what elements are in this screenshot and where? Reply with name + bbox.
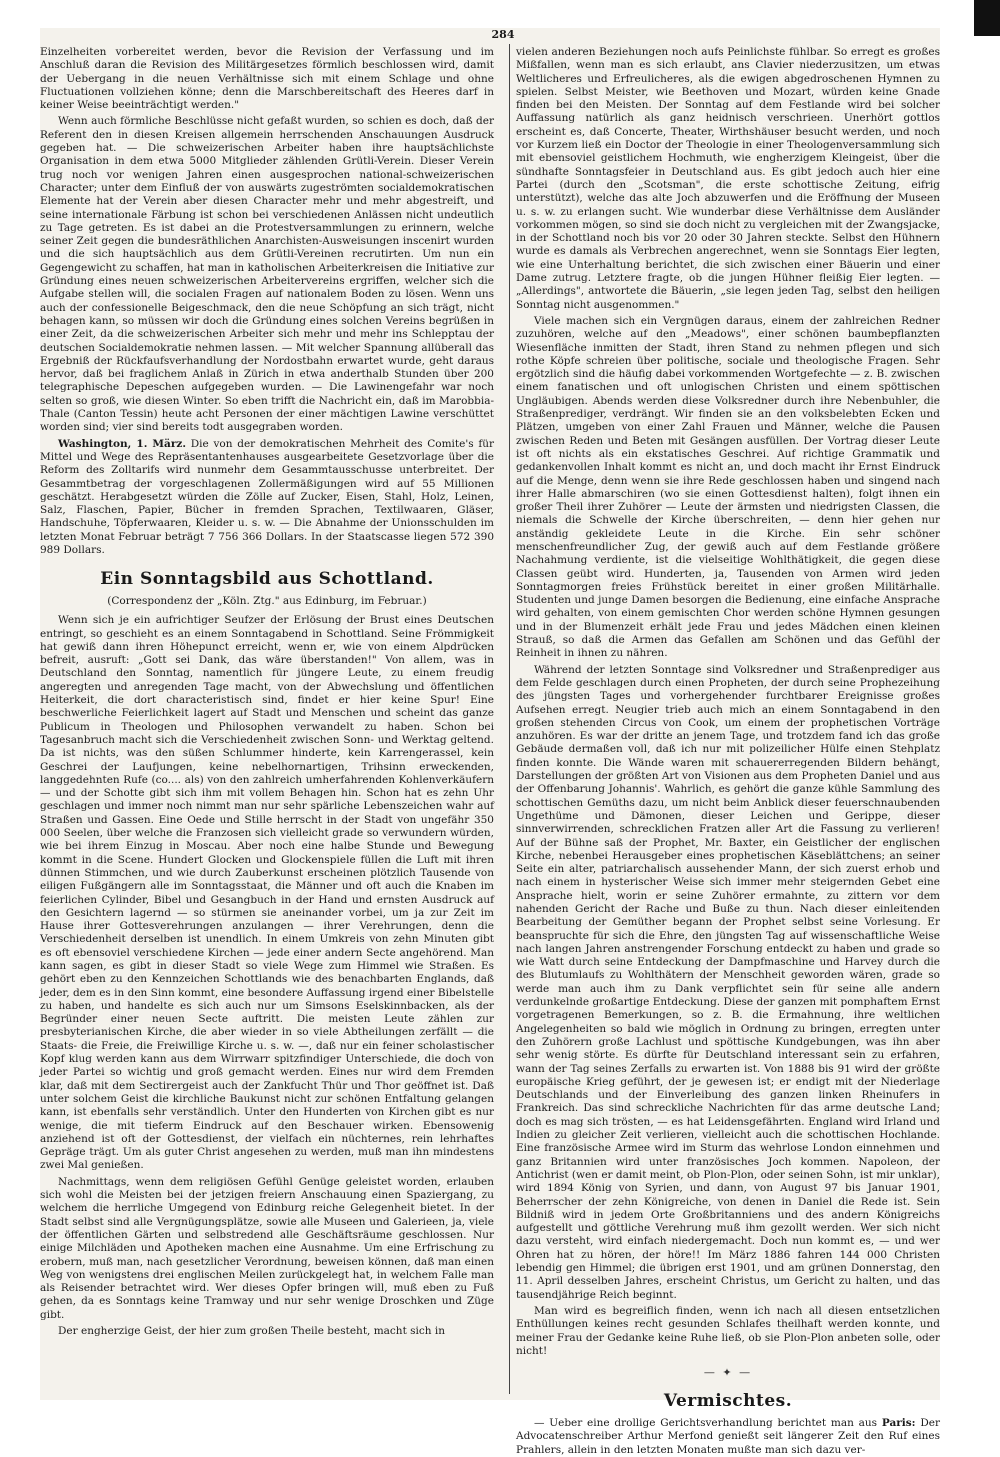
misc-lead: — Ueber eine drollige Gerichtsverhandlung berichtet man aus [534, 1417, 878, 1430]
misc-paragraph [516, 1417, 940, 1457]
washington-dateline: Washington, 1. März. [58, 437, 186, 450]
feature-paragraph-1: Wenn sich je ein aufrichtiger Seufzer der Erlösung der Brust eines Deutschen entringt, so geschieht es an einem Sonntagabend in Schottland. Seine Frömmigkeit hat gewiß dann ihren Höhepunct erreicht, wenn er, wie von einem Alpdrücken befreit, ausruft: „Gott sei Dank, das wäre überstanden!" Von allem, was in Deutschland den Sonntag, namentlich für jüngere Leute, zu einem freudig angeregten und anregenden Tage macht, von der Abwechslung und öffentlichen Heiterkeit, die dort characteristisch sind, findet er hier keine Spur! Eine beschwerliche Feierlichkeit lagert auf Stadt und Menschen und scheint das ganze Publicum in Theologen und Philosophen verwandelt zu haben. Schon bei Tagesanbruch macht sich die Verschiedenheit zwischen Sonn- und Werktag geltend. Da ist nichts, was den süßen Schlummer hinderte, kein Karrengerassel, kein Geschrei der Laufjungen, keine nebelhornartigen, Trihsinn erweckenden, langgedehnten Rufe (co.... als) von den zahlreich umherfahrenden Kohlenverkäufern — und der Schotte gibt sich ihm mit vollem Behagen hin. Schon hat es zehn Uhr geschlagen und immer noch nimmt man nur sehr spärliche Lebenszeichen wahr auf Straßen und Gassen. Eine Oede und Stille herrscht in der Stadt von ungefähr 350 000 Seelen, über welche die Franzosen sich vielleicht grade so verwundern würden, wie bei ihrem Einzug in Moscau. Aber noch eine halbe Stunde und Bewegung kommt in die Scene. Hundert Glocken und Glockenspiele füllen die Luft mit ihren dünnen Stimmchen, und wie durch Zauberkunst erscheinen plötzlich Tausende von eiligen Fußgängern alle im Sonntagsstaat, die Männer und oft auch die Knaben im feierlichen Cylinder, Bibel und Gesangbuch in der Hand und ernsten Ausdruck auf den Gesichtern lagernd — so stürmen sie aneinander vorbei, um ja zur Zeit im Hause ihrer Gottesverehrungen anzulangen — ihrer Verehrungen, denn die Verschiedenheit derselben ist unendlich. In einem Umkreis von zehn Minuten gibt es oft ebensoviel verschiedene Kirchen — jede einer andern Secte angehörend. Man kann sagen, es gibt in dieser Stadt so viele Wege zum Himmel wie Straßen. Es gehört eben zu den Kennzeichen Schottlands wie des benachbarten Englands, daß jeder, dem es in den Sinn kommt, eine besondere Auffassung irgend einer Bibelstelle zu haben, und handelte es sich auch nur um Simsons Eselskinnbacken, als der Begründer einer neuen Secte auftritt. Die meisten Leute zählen zur presbyterianischen Kirche, die aber wieder in so viele Abtheilungen zerfällt — die Staats- die Freie, die Freiwillige Kirche u. s. w. —, daß nur ein feiner scholastischer Kopf klug werden kann aus dem Wirrwarr spitzfindiger Unterschiede, die doch von jeder Partei so wichtig und groß gemacht werden. Eines nur wird dem Fremden klar, daß mit dem Sectirergeist auch der Zankfucht Thür und Thor geöffnet ist. Daß unter solchem Geist die kirchliche Baukunst nicht zur schönen Entfaltung gelangen kann, ist ebenfalls sehr verständlich. Unter den Hunderten von Kirchen gibt es nur wenige, die mit tieferm Eindruck auf den Beschauer wirken. Ebensowenig anziehend ist oft der Gottesdienst, der vielfach ein nüchternes, rein lehrhaftes Gepräge trägt. Um als guter Christ angesehen zu werden, muß man ihn mindestens zwei Mal genießen. [40, 614, 494, 1172]
feature-byline: (Correspondenz der „Köln. Ztg." aus Edinburg, im Februar.) [107, 595, 427, 608]
washington-text: Die von der demokratischen Mehrheit des Comite's für Mittel und Wege des Repräsentantenhauses ausgearbeitete Gesetzvorlage über die Reform des Zolltarifs wird nunmehr dem Gesammtausschusse unterbreitet. Der Gesammtbetrag der vorgeschlagenen Zollermäßigungen wird auf 55 Millionen geschätzt. Herabgesetzt würden die Zölle auf Zucker, Eisen, Stahl, Holz, Leinen, Salz, Flaschen, Papier, Bücher in fremden Sprachen, Textilwaaren, Gläser, Handschuhe, Töpferwaaren, Kleider u. s. w. — Die Abnahme der Unionsschulden im letzten Monat Februar beträgt 7 756 366 Dollars. In der Staatscasse liegen 572 390 989 Dollars. [40, 437, 495, 556]
newspaper-page [40, 28, 940, 1456]
prophet-paragraph: Während der letzten Sonntage sind Volksredner und Straßenprediger aus dem Felde geschlagen durch einen Propheten, der durch seine Prophezeihung des jüngsten Tages und vorhergehender furchtbarer Ereignisse großes Aufsehen erregt. Neugier trieb auch mich an einem Sonntagabend in den großen stehenden Circus von Cook, um einem der prophetischen Vorträge anzuhören. Es war der dritte an jenem Tage, und trotzdem fand ich das große Gebäude dermaßen voll, daß ich nur mit polizeilicher Hülfe einen Stehplatz finden konnte. Die Wände waren mit schauererregenden Bildern behängt, Darstellungen der größten Art von Visionen aus dem Propheten Daniel und aus der Offenbarung Johannis'. Wahrlich, es gehört die ganze kühle Sammlung des schottischen Gemüths dazu, um nicht beim Anblick dieser feuerschnaubenden Ungethüme und Dämonen, dieser Leichen und Gerippe, dieser sinnverwirrenden, schrecklichen Fratzen aller Art die Fassung zu verlieren! Auf der Bühne saß der Prophet, Mr. Baxter, ein Geistlicher der englischen Kirche, nebenbei Herausgeber eines prophetischen Käseblättchens; an seiner Seite ein alter, patriarchalisch aussehender Mann, der sich zuerst erhob und nach einem in hysterischer Weise sich immer mehr steigernden Gebet eine Ansprache hielt, worin er seine Zuhörer ermahnte, zu zittern vor dem nahenden Gericht der Rache und Buße zu thun. Nach dieser einleitenden Bearbeitung der Gemüther begann der Prophet selbst seine Vorlesung. Er beanspruchte für sich die Ehre, den jüngsten Tag auf wissenschaftliche Weise nach langen Jahren anstrengender Forschung entdeckt zu haben und grade so wie Watt durch seine Entdeckung der Dampfmaschine und Harvey durch die des Blutumlaufs zu Wohlthätern der Menschheit geworden wären, grade so werde man auch ihm zu Dank verpflichtet sein für seine alle andern verdunkelnde großartige Entdeckung. Diese der ganzen mit pomphaftem Ernst vorgetragenen Bemerkungen, so z. B. die Ermahnung, ihre weltlichen Angelegenheiten so bald wie möglich in Ordnung zu bringen, erregten unter den Zuhörern große Lachlust und spöttische Kundgebungen, was ihn aber sehr wenig störte. Es dürfte für Deutschland interessant sein zu erfahren, wann der Tag seines Zerfalls zu erwarten ist. Von 1888 bis 91 wird der größte europäische Krieg geführt, der je gewesen ist; er endigt mit der Niederlage Deutschlands und der Einverleibung des ganzen linken Rheinufers in Frankreich. Das sind schreckliche Nachrichten für das arme deutsche Land; doch es mag sich trösten, — es hat Leidensgefährten. England wird Irland und Indien zu gleicher Zeit verlieren, vielleicht auch die schottischen Hochlande. Eine französische Armee wird im Sturm das wehrlose London einnehmen und ganz Britannien wird unter französisches Joch kommen. Napoleon, der Antichrist (wen er damit meint, ob Plon-Plon, oder seinen Sohn, ist mir unklar), wird 1894 König von Syrien, und dann, von August 97 bis Januar 1901, Beherrscher der zehn Königreiche, von denen in Daniel die Rede ist. Sein Bildniß wird in jedem Orte Großbritanniens und des andern Königreichs aufgestellt und göttliche Verehrung muß ihm gezollt werden. Wer sich nicht dazu versteht, wird einfach niedergemacht. Doch nun kommt es, — und wer Ohren hat zu hören, der höre!! Im März 1886 fahren 144 000 Christen lebendig gen Himmel; die übrigen erst 1901, und am grünen Donnerstag, den 11. April desselben Jahres, erscheint Christus, um Gericht zu halten, und das tausendjährige Reich beginnt. [516, 663, 940, 1301]
speakers-paragraph: Viele machen sich ein Vergnügen daraus, einem der zahlreichen Redner zuzuhören, welche auf den „Meadows", einer schönen baumbepflanzten Wiesenfläche inmitten der Stadt, ihren Stand zu nehmen pflegen und sich rothe Köpfe schreien über politische, sociale und theologische Fragen. Sehr ergötzlich sind die häufig dabei vorkommenden Wortgefechte — z. B. zwischen einem fanatischen und oft unlogischen Christen und einem spöttischen Ungläubigen. Abends werden diese Volksredner durch ihre Nebenbuhler, die Straßenprediger, verdrängt. Wir finden sie an den volksbelebten Ecken und Plätzen, umgeben von einer Zahl Frauen und Männer, welche die Pausen zwischen Reden und Beten mit Gesängen ausfüllen. Der Vortrag dieser Leute ist oft nichts als ein ekstatisches Geschrei. Auf richtige Grammatik und gedankenvollen Inhalt kommt es nicht an, und doch macht ihr Ernst Eindruck auf die Menge, denn wenn sie ihre Rede geschlossen haben und singend nach ihrer Halle abmarschiren (wo sie einen Gottesdienst halten), folgt ihnen ein großer Theil ihrer Zuhörer — Leute der ärmsten und niedrigsten Classen, die niemals die Schwelle der Kirche überschreiten, — denn hier gehen nur anständig gekleidete Leute in die Kirche. Ein sehr schöner menschenfreundlicher Zug, der gewiß auch auf dem Festlande größere Nachahmung verdiente, ist die vielseitige Wohlthätigkeit, die gegen diese Classen geübt wird. Hunderten, ja, Tausenden von Armen wird jeden Sonntagmorgen freies Frühstück bereitet in einer großen Militärhalle. Studenten und junge Damen besorgen die Bedienung, eine einfache Ansprache wird gehalten, von einem gemischten Chor werden schöne Hymnen gesungen und in der Blumenzeit erhält jede Frau und jedes Mädchen einen kleinen Strauß, so daß die Armen das Gefallen am Schönen und das Gefühl der Reinheit in ihnen zu nähren. [516, 314, 940, 660]
section-ornament: — ✦ — [703, 1366, 753, 1380]
swiss-report-paragraph: Wenn auch förmliche Beschlüsse nicht gefaßt wurden, so schien es doch, daß der Referent den in diesen Kreisen allgemein herrschenden Anschauungen Ausdruck gegeben hat. — Die schweizerischen Arbeiter haben ihre hauptsächlichste Organisation in dem etwa 5000 Mitglieder zählenden Grütli-Verein. Dieser Verein trug noch vor wenigen Jahren einen ausgesprochen national-schweizerischen Character; unter dem Einfluß der von auswärts zugeströmten socialdemokratischen Elemente hat der Verein aber diesen Character mehr und mehr abgestreift, und seine internationale Färbung ist schon bei verschiedenen Anlässen nicht undeutlich zu Tage getreten. Es ist dabei an die Protestversammlungen zu erinnern, welche seiner Zeit gegen die bundesräthlichen Anarchisten-Ausweisungen inscenirt wurden und die sich hauptsächlich aus dem Grütli-Vereinen recrutirten. Um nun ein Gegengewicht zu schaffen, hat man in katholischen Arbeiterkreisen die Initiative zur Gründung eines neuen schweizerischen Arbeitervereins ergriffen, welcher sich die Aufgabe stellen will, die socialen Fragen auf nationalem Boden zu lösen. Wenn uns auch der confessionelle Beigeschmack, den die neue Schöpfung an sich trägt, nicht behagen kann, so müssen wir doch die Gründung eines solchen Vereins begrüßen in einer Zeit, da die schweizerischen Arbeiter sich mehr und mehr ins Schlepptau der deutschen Socialdemokratie nehmen lassen. — Mit welcher Spannung allüberall das Ergebniß der Rückfaufsverhandlung der Nordostbahn erwartet wurde, geht daraus hervor, daß bei fraglichem Anlaß in Zürich in etwa anderthalb Stunden über 200 telegraphische Depeschen aufgegeben wurden. — Die Lawinengefahr war noch selten so groß, wie diesen Winter. So eben trifft die Nachricht ein, daß im Marobbia-Thale (Canton Tessin) heute acht Personen der einer mächtigen Lawine verschüttet worden sind; vier sind bereits todt ausgegraben worden. [40, 115, 494, 434]
section-title: Vermischtes. [663, 1391, 793, 1412]
misc-city: Paris: [881, 1417, 916, 1430]
left-column [40, 46, 494, 1396]
misc-text: Der Advocatenschreiber Arthur Merfond genießt seit längerer Zeit den Ruf eines Prahlers, allein in den letzten Monaten mußte man sich dazu ver- [516, 1417, 940, 1456]
right-column [516, 46, 940, 1456]
black-corner-tab [974, 0, 1000, 36]
washington-report [40, 438, 494, 558]
feature-paragraph-3: Der engherzige Geist, der hier zum großen Theile besteht, macht sich in [58, 1325, 445, 1338]
right-continuation: vielen anderen Beziehungen noch aufs Peinlichste fühlbar. So erregt es großes Mißfallen, wenn man es sich erlaubt, ans Clavier niederzusitzen, um etwas Weltlicheres und Erfreulicheres, als die ewigen abgedroschenen Hymnen zu spielen. Selbst Meister, wie Beethoven und Mozart, würden keine Gnade finden bei den Meisten. Der Sonntag auf dem Festlande wird bei solcher Auffassung natürlich als ganz heidnisch verschrieen. Unerhört gottlos erscheint es, daß Concerte, Theater, Wirthshäuser besucht werden, und noch vor Kurzem ließ ein Doctor der Theologie in einer Theologenversammlung sich mit ebensoviel geistlichem Hochmuth, wie engherzigem Kleingeist, über die sündhafte Sonntagsfeier in Deutschland aus. Es gibt jedoch auch hier eine Partei (durch den „Scotsman", die erste schottische Zeitung, eifrig unterstützt), welche das alte Joch abzuwerfen und die Eröffnung der Museen u. s. w. zu erlangen sucht. Wie wunderbar diese Verhältnisse dem Ausländer vorkommen mögen, so sind sie doch nicht zu vergleichen mit der Zwangsjacke, in der Schottland noch bis vor 20 oder 30 Jahren steckte. Selbst den Hühnern wurde es damals als Verbrechen angerechnet, wenn sie Sonntags Eier legten, wie eine Unterhaltung berichtet, die sich zwischen einer Bäuerin und einer Dame zutrug. Letztere fragte, ob die jungen Hühner fleißig Eier legten. — „Allerdings", antwortete die Bäuerin, „sie legen jeden Tag, selbst den heiligen Sonntag nicht ausgenommen." [516, 46, 940, 311]
left-continuation: Einzelheiten vorbereitet werden, bevor die Revision der Verfassung und im Anschluß daran die Revision des Militärgesetzes förmlich beschlossen wird, damit der Uebergang in die neuen Verhältnisse sich mit einem Schlage und ohne Fluctuationen vollziehen könne; denn die Marschbereitschaft des Heeres darf in keiner Weise beeinträchtigt werden." [40, 46, 494, 112]
closing-paragraph: Man wird es begreiflich finden, wenn ich nach all diesen entsetzlichen Enthüllungen keines recht gesunden Schlafes theilhaft werden konnte, und meiner Frau der Gedanke keine Ruhe ließ, ob sie Plon-Plon anbeten solle, oder nicht! [516, 1304, 940, 1357]
column-divider [509, 44, 510, 1394]
page-number: 284 [491, 28, 515, 41]
feature-title: Ein Sonntagsbild aus Schottland. [100, 569, 434, 590]
feature-paragraph-2: Nachmittags, wenn dem religiösen Gefühl Genüge geleistet worden, erlauben sich wohl die Meisten bei der jetzigen freiern Anschauung einen Spaziergang, zu welchem die herrliche Umgegend von Edinburg reiche Gelegenheit bietet. In der Stadt selbst sind alle Vergnügungsplätze, sowie alle Museen und Galerieen, ja, viele der öffentlichen Gärten und selbstredend alle Geschäftsräume geschlossen. Nur einige Milchläden und Apotheken machen eine Ausnahme. Um eine Erfrischung zu erobern, muß man, nach gesetzlicher Verordnung, beweisen können, daß man einen Weg von wenigstens drei englischen Meilen zurückgelegt hat, in welchem Falle man als Reisender betrachtet wird. Wer dieses Opfer bringen will, muß eben zu Fuß gehen, da es Sonntags keine Tramway und nur sehr wenige Droschken und Züge gibt. [40, 1175, 494, 1321]
